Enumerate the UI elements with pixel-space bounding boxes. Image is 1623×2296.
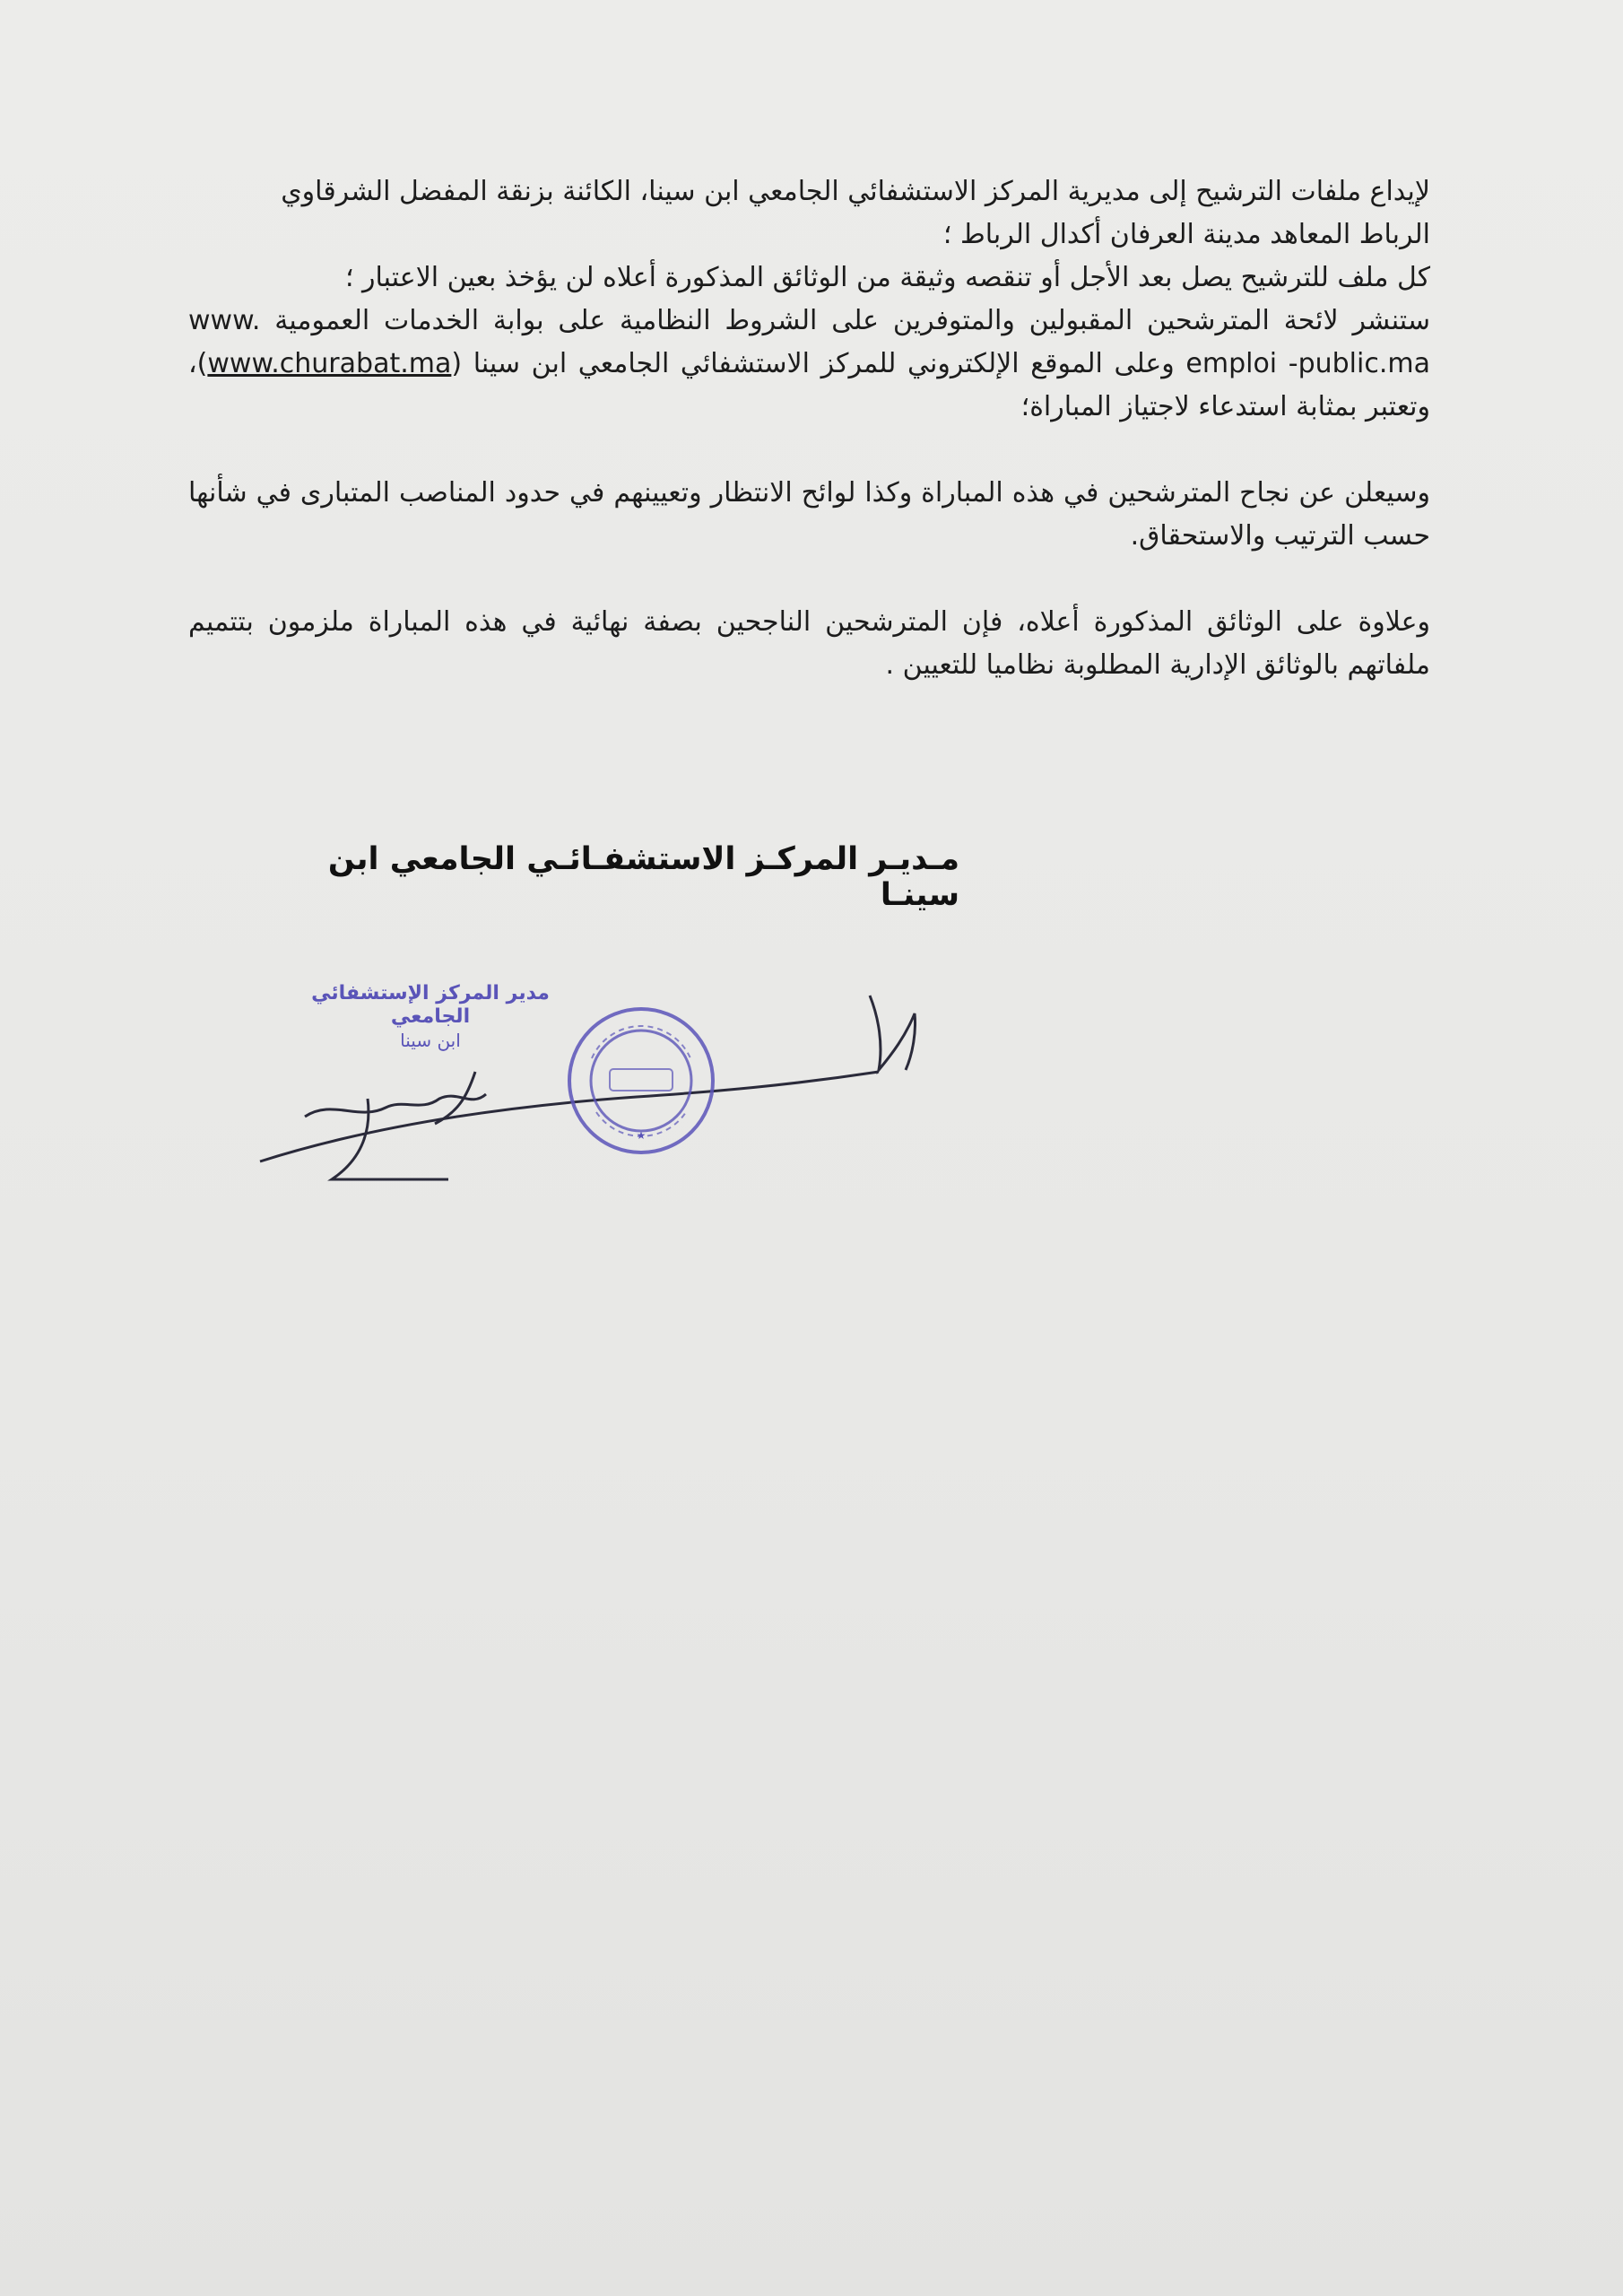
office-stamp-line-1: مدير المركز الإستشفائي الجامعي [311, 982, 550, 1028]
signature-stamp-block [251, 964, 933, 1197]
paragraph-final-documents: وعلاوة على الوثائق المذكورة أعلاه، فإن المترشحين الناجحين بصفة نهائية في هذه المباراة ملزمون بتتميم ملفاتهم بالوثائق الإدارية المطلوبة نظاميا للتعيين . [188, 606, 1430, 681]
publication-line-3: )، وتعتبر بمثابة استدعاء لاجتياز المباراة؛ [188, 348, 1430, 422]
publication-line-1: ستنشر لائحة المترشحين المقبولين والمتوفرين على الشروط النظامية على بوابة الخدمات العمومية [274, 305, 1430, 336]
publication-line-2: وعلى الموقع الإلكتروني للمركز الاستشفائي الجامعي ابن سينا [473, 348, 1175, 379]
paragraph-publication [188, 300, 1430, 429]
paragraph-deposit [188, 170, 1430, 257]
svg-text:★: ★ [636, 1129, 647, 1142]
emploi-public-url[interactable]: www. emploi -public.ma [188, 305, 1430, 379]
churabat-url[interactable]: www.churabat.ma [207, 348, 452, 379]
publication-paren-open: ( [451, 348, 463, 379]
office-stamp-line-2: ابن سينا [400, 1030, 461, 1051]
paragraph-results: وسيعلن عن نجاح المترشحين في هذه المباراة وكذا لوائح الانتظار وتعيينهم في حدود المناصب المتبارى في شأنها حسب الترتيب والاستحقاق. [188, 477, 1430, 552]
paragraph-late-files: كل ملف للترشيح يصل بعد الأجل أو تنقصه وثيقة من الوثائق المذكورة أعلاه لن يؤخذ بعين الاعتبار ؛ [344, 262, 1430, 293]
deposit-line-1: لإيداع ملفات الترشيح إلى مديرية المركز الاستشفائي الجامعي ابن سينا، الكائنة بزنقة المفضل الشرقاوي [281, 176, 1430, 207]
round-stamp-icon [565, 1004, 717, 1157]
deposit-line-2: الرباط المعاهد مدينة العرفان أكدال الرباط ؛ [942, 219, 1430, 250]
announcement-body [188, 170, 1430, 687]
signatory-title: مـديـر المركـز الاستشفـائـي الجامعي ابن سينـا [327, 841, 959, 913]
